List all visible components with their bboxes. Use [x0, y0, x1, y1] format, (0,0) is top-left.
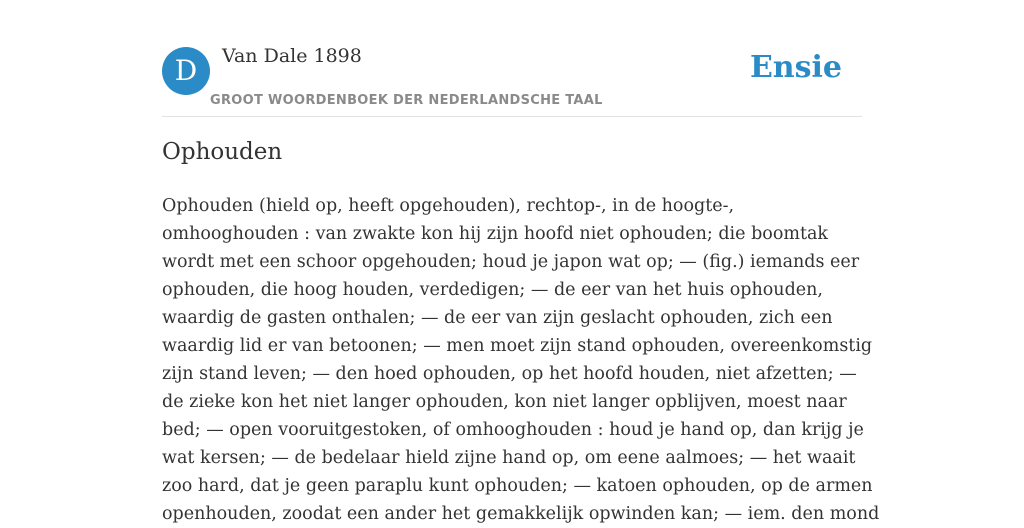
- entry-definition: [162, 192, 880, 528]
- entry-headword: Ophouden: [162, 139, 283, 165]
- definition-line: wordt met een schoor opgehouden; houd je japon wat op; — (fig.) iemands eer: [162, 252, 860, 272]
- dictionary-subtitle: GROOT WOORDENBOEK DER NEDERLANDSCHE TAAL: [210, 93, 603, 108]
- definition-line: omhooghouden : van zwakte kon hij zijn hoofd niet ophouden; die boomtak: [162, 224, 829, 244]
- dictionary-title[interactable]: Van Dale 1898: [222, 45, 362, 67]
- definition-line: zoo hard, dat je geen paraplu kunt ophouden; — katoen ophouden, op de armen: [162, 476, 873, 496]
- dictionary-avatar[interactable]: D: [162, 47, 210, 95]
- definition-line: ophouden, die hoog houden, verdedigen; — de eer van het huis ophouden,: [162, 280, 823, 300]
- definition-line: bed; — open vooruitgestoken, of omhooghouden : houd je hand op, dan krijg je: [162, 420, 864, 440]
- brand-logo[interactable]: Ensie: [749, 50, 842, 85]
- definition-line: waardig lid er van betoonen; — men moet zijn stand ophouden, overeenkomstig: [162, 336, 873, 356]
- definition-line: openhouden, zoodat een ander het gemakkelijk opwinden kan; — iem. den mond: [162, 504, 880, 524]
- dictionary-header: [162, 0, 862, 117]
- definition-line: zijn stand leven; — den hoed ophouden, op het hoofd houden, niet afzetten; —: [162, 364, 857, 384]
- definition-line: waardig de gasten onthalen; — de eer van zijn geslacht ophouden, zich een: [162, 308, 833, 328]
- definition-line: wat kersen; — de bedelaar hield zijne hand op, om eene aalmoes; — het waait: [162, 448, 856, 468]
- definition-line: de zieke kon het niet langer ophouden, kon niet langer opblijven, moest naar: [162, 392, 847, 412]
- definition-line: Ophouden (hield op, heeft opgehouden), rechtop-, in de hoogte-,: [162, 196, 735, 216]
